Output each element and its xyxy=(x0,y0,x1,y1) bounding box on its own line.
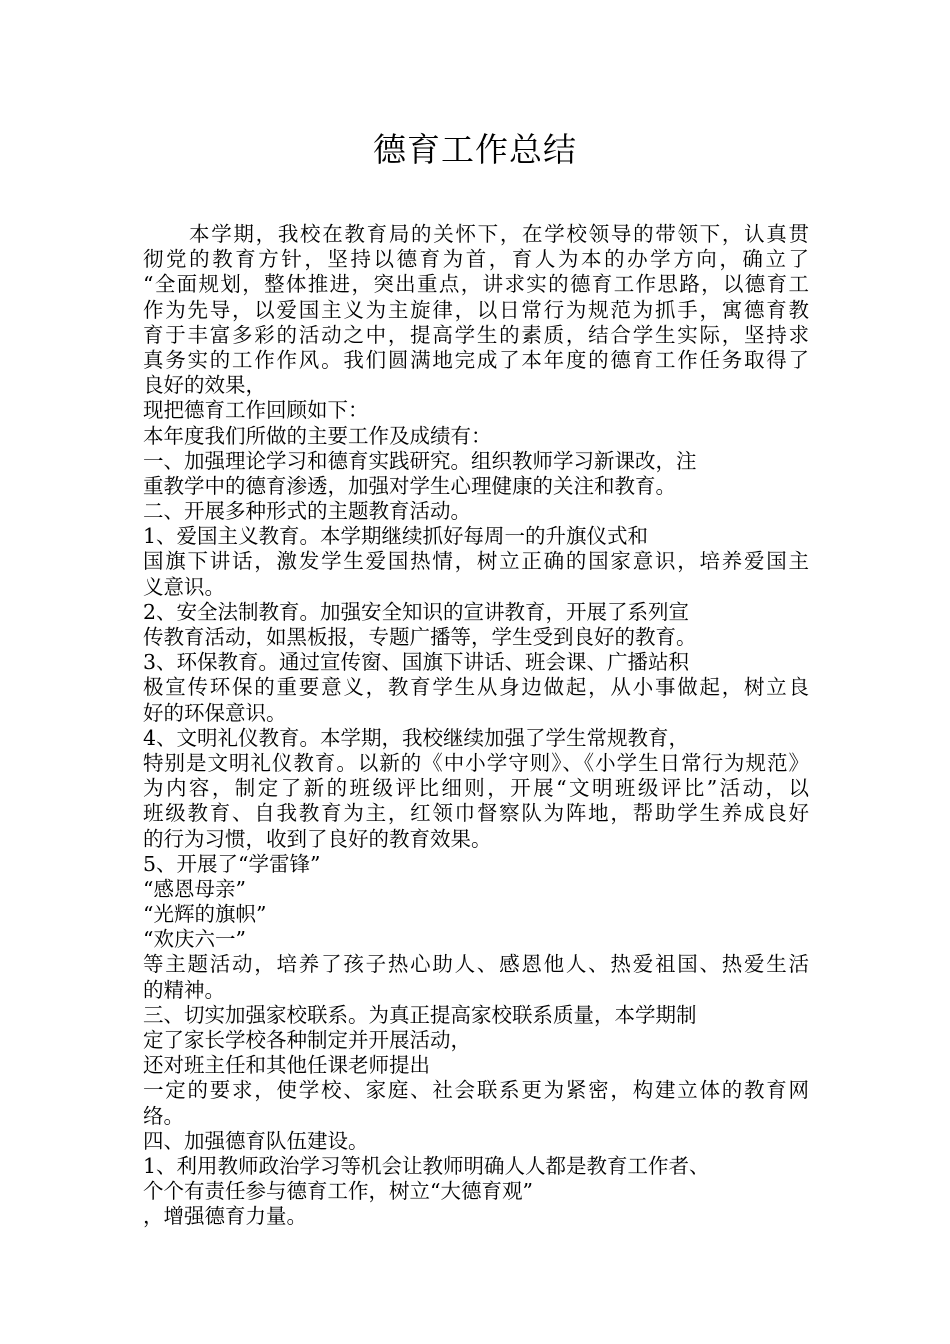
text-line: 作为先导，以爱国主义为主旋律，以日常行为规范为抓手，寓德育教 xyxy=(143,297,809,322)
text-line: 的行为习惯，收到了良好的教育效果。 xyxy=(143,826,492,851)
text-line: 络。 xyxy=(143,1103,184,1128)
text-line: 传教育活动，如黑板报，专题广播等，学生受到良好的教育。 xyxy=(143,625,697,649)
text-line: 为内容，制定了新的班级评比细则，开展“文明班级评比”活动，以 xyxy=(143,776,809,801)
text-line: “感恩母亲” xyxy=(143,876,246,901)
text-line: 2、安全法制教育。加强安全知识的宣讲教育，开展了系列宣 xyxy=(143,599,690,624)
text-line: 彻党的教育方针，坚持以德育为首，育人为本的办学方向，确立了 xyxy=(143,247,809,272)
text-line: 定了家长学校各种制定并开展活动， xyxy=(143,1028,471,1052)
document-body xyxy=(143,222,809,1230)
text-line: 3、环保教育。通过宣传窗、国旗下讲话、班会课、广播站积 xyxy=(143,650,690,675)
text-line: 好的环保意识。 xyxy=(143,700,287,725)
text-line: 重教学中的德育渗透，加强对学生心理健康的关注和教育。 xyxy=(143,473,676,498)
text-line: 本年度我们所做的主要工作及成绩有： xyxy=(143,423,492,448)
text-line: 特别是文明礼仪教育。以新的《中小学守则》、《小学生日常行为规范》 xyxy=(143,750,809,775)
text-line: 极宣传环保的重要意义，教育学生从身边做起，从小事做起，树立良 xyxy=(143,675,809,700)
text-line: 三、切实加强家校联系。为真正提高家校联系质量，本学期制 xyxy=(143,1002,697,1027)
text-line: 班级教育、自我教育为主，红领巾督察队为阵地，帮助学生养成良好 xyxy=(143,801,809,826)
document-title: 德育工作总结 xyxy=(373,130,577,169)
text-line: 良好的效果， xyxy=(143,373,266,398)
text-line: 一定的要求，使学校、家庭、社会联系更为紧密，构建立体的教育网 xyxy=(143,1078,809,1103)
text-line: “全面规划，整体推进，突出重点，讲求实的德育工作思路，以德育工 xyxy=(143,272,809,297)
text-line: 本学期，我校在教育局的关怀下，在学校领导的带领下，认真贯 xyxy=(189,222,809,246)
text-line: 义意识。 xyxy=(143,574,225,599)
text-line: ，增强德育力量。 xyxy=(143,1204,307,1229)
text-line: 4、文明礼仪教育。本学期，我校继续加强了学生常规教育， xyxy=(143,725,690,750)
text-line: 二、开展多种形式的主题教育活动。 xyxy=(143,499,471,524)
text-line: 个个有责任参与德育工作，树立“大德育观” xyxy=(143,1179,533,1204)
text-line: 一、加强理论学习和德育实践研究。组织教师学习新课改，注 xyxy=(143,448,697,473)
text-line: 还对班主任和其他任课老师提出 xyxy=(143,1053,430,1078)
text-line: 真务实的工作作风。我们圆满地完成了本年度的德育工作任务取得了 xyxy=(143,347,809,372)
text-line: “光辉的旗帜” xyxy=(143,902,267,927)
text-line: 5、开展了“学雷锋” xyxy=(143,851,321,876)
text-line: 国旗下讲话，激发学生爱国热情，树立正确的国家意识，培养爱国主 xyxy=(143,549,809,574)
text-line: 育于丰富多彩的活动之中，提高学生的素质，结合学生实际，坚持求 xyxy=(143,322,809,347)
text-line: 现把德育工作回顾如下： xyxy=(143,398,369,423)
text-line: “欢庆六一” xyxy=(143,927,246,952)
text-line: 的精神。 xyxy=(143,977,225,1002)
text-line: 1、爱国主义教育。本学期继续抓好每周一的升旗仪式和 xyxy=(143,524,649,549)
text-line: 1、利用教师政治学习等机会让教师明确人人都是教育工作者、 xyxy=(143,1153,710,1178)
text-line: 四、加强德育队伍建设。 xyxy=(143,1128,369,1153)
text-line: 等主题活动，培养了孩子热心助人、感恩他人、热爱祖国、热爱生活 xyxy=(143,952,809,977)
